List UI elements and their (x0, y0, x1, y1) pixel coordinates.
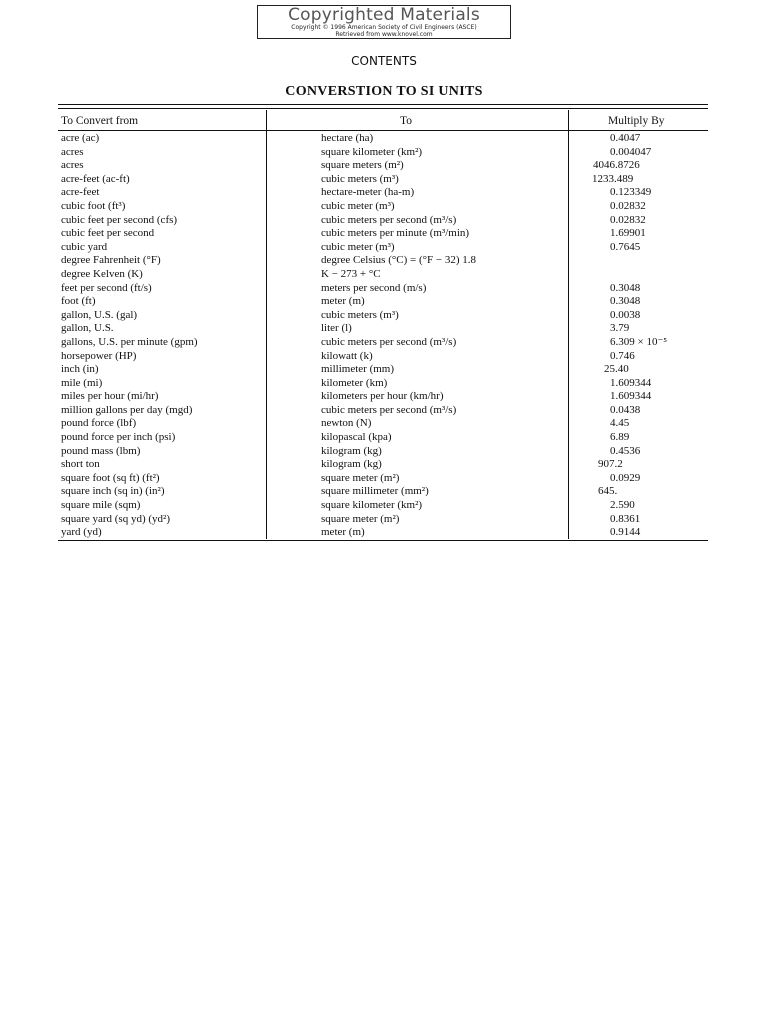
cell-convert-from: gallon, U.S. (gal) (61, 308, 138, 321)
cell-to: liter (l) (321, 322, 352, 335)
table-row (0, 499, 768, 513)
cell-to: cubic meters (m³) (321, 172, 399, 185)
cell-to: millimeter (mm) (321, 363, 395, 376)
cell-multiply-by: 0.3048 (610, 281, 641, 294)
cell-to: K − 273 + °C (321, 267, 381, 280)
table-row (0, 214, 768, 228)
table-row (0, 282, 768, 296)
table-body (0, 132, 768, 540)
table-row (0, 336, 768, 350)
cell-convert-from: gallon, U.S. (61, 322, 114, 335)
table-row (0, 159, 768, 173)
cell-to: square kilometer (km²) (321, 499, 423, 512)
table-row (0, 186, 768, 200)
cell-convert-from: pound force per inch (psi) (61, 431, 176, 444)
cell-multiply-by: 6.309 × 10⁻⁵ (610, 335, 668, 348)
cell-convert-from: degree Kelven (K) (61, 267, 143, 280)
cell-to: square meters (m²) (321, 159, 404, 172)
cell-to: cubic meter (m³) (321, 199, 395, 212)
cell-multiply-by: 907.2 (598, 458, 623, 471)
cell-to: meter (m) (321, 526, 365, 539)
cell-convert-from: cubic foot (ft³) (61, 199, 126, 212)
cell-multiply-by: 1.69901 (610, 227, 646, 240)
cell-convert-from: miles per hour (mi/hr) (61, 390, 159, 403)
cell-convert-from: square foot (sq ft) (ft²) (61, 471, 160, 484)
table-row (0, 254, 768, 268)
table-row (0, 458, 768, 472)
cell-to: square meter (m²) (321, 471, 400, 484)
table-row (0, 404, 768, 418)
cell-convert-from: square mile (sqm) (61, 499, 141, 512)
header-convert-from: To Convert from (61, 115, 139, 127)
cell-multiply-by: 3.79 (610, 322, 630, 335)
table-row (0, 377, 768, 391)
cell-convert-from: horsepower (HP) (61, 349, 137, 362)
cell-to: hectare-meter (ha-m) (321, 186, 415, 199)
cell-to: newton (N) (321, 417, 372, 430)
cell-convert-from: acre-feet (ac-ft) (61, 172, 130, 185)
cell-multiply-by: 1.609344 (610, 390, 652, 403)
cell-convert-from: mile (mi) (61, 376, 103, 389)
cell-convert-from: square yard (sq yd) (yd²) (61, 512, 170, 525)
header-underline (58, 130, 708, 131)
cell-to: cubic meters per minute (m³/min) (321, 227, 470, 240)
table-row (0, 268, 768, 282)
table-row (0, 390, 768, 404)
table-row (0, 309, 768, 323)
table-row (0, 526, 768, 540)
table-top-rule (58, 104, 708, 105)
cell-convert-from: million gallons per day (mgd) (61, 403, 193, 416)
cell-convert-from: degree Fahrenheit (°F) (61, 254, 161, 267)
cell-multiply-by: 645. (598, 485, 618, 498)
cell-multiply-by: 0.3048 (610, 295, 641, 308)
cell-to: square millimeter (mm²) (321, 485, 429, 498)
cell-multiply-by: 1.609344 (610, 376, 652, 389)
table-row (0, 445, 768, 459)
cell-to: kilometers per hour (km/hr) (321, 390, 444, 403)
table-row (0, 146, 768, 160)
table-row (0, 485, 768, 499)
cell-to: meter (m) (321, 295, 365, 308)
cell-to: kilowatt (k) (321, 349, 373, 362)
cell-convert-from: cubic yard (61, 240, 108, 253)
cell-to: cubic meters per second (m³/s) (321, 335, 457, 348)
cell-to: kilogram (kg) (321, 458, 382, 471)
table-row (0, 350, 768, 364)
cell-to: square kilometer (km²) (321, 145, 423, 158)
cell-convert-from: pound force (lbf) (61, 417, 137, 430)
cell-to: cubic meters (m³) (321, 308, 399, 321)
cell-multiply-by: 1233.489 (592, 172, 634, 185)
cell-multiply-by: 0.0929 (610, 471, 641, 484)
table-row (0, 322, 768, 336)
contents-heading: CONTENTS (351, 54, 417, 68)
cell-multiply-by: 0.7645 (610, 240, 641, 253)
cell-multiply-by: 0.004047 (610, 145, 652, 158)
table-row (0, 363, 768, 377)
cell-multiply-by: 0.02832 (610, 199, 646, 212)
cell-multiply-by: 0.746 (610, 349, 635, 362)
cell-multiply-by: 6.89 (610, 431, 630, 444)
table-row (0, 513, 768, 527)
cell-to: kilogram (kg) (321, 444, 382, 457)
cell-convert-from: gallons, U.S. per minute (gpm) (61, 335, 198, 348)
table-row (0, 417, 768, 431)
cell-to: cubic meters per second (m³/s) (321, 213, 457, 226)
table-row (0, 241, 768, 255)
cell-multiply-by: 0.02832 (610, 213, 646, 226)
table-title: CONVERSTION TO SI UNITS (285, 84, 483, 99)
cell-to: meters per second (m/s) (321, 281, 427, 294)
cell-convert-from: acre (ac) (61, 132, 100, 144)
cell-multiply-by: 0.0438 (610, 403, 641, 416)
cell-to: kilopascal (kpa) (321, 431, 392, 444)
cell-multiply-by: 0.4536 (610, 444, 641, 457)
table-row (0, 295, 768, 309)
header-to: To (400, 115, 412, 127)
cell-convert-from: acres (61, 145, 84, 158)
cell-to: hectare (ha) (321, 132, 374, 144)
cell-to: kilometer (km) (321, 376, 388, 389)
table-row (0, 200, 768, 214)
table-row (0, 472, 768, 486)
cell-convert-from: acre-feet (61, 186, 100, 199)
table-row (0, 227, 768, 241)
cell-multiply-by: 25.40 (604, 363, 629, 376)
cell-multiply-by: 0.8361 (610, 512, 641, 525)
cell-convert-from: acres (61, 159, 84, 172)
cell-to: cubic meter (m³) (321, 240, 395, 253)
table-row (0, 431, 768, 445)
copyright-source: Retrieved from www.knovel.com (335, 31, 433, 38)
table-top-rule-inner (58, 108, 708, 109)
cell-convert-from: yard (yd) (61, 526, 102, 539)
cell-multiply-by: 0.4047 (610, 132, 641, 144)
table-bottom-rule (58, 540, 708, 541)
copyright-notice: Copyright © 1996 American Society of Civil Engineers (ASCE) (291, 24, 477, 31)
cell-convert-from: feet per second (ft/s) (61, 281, 152, 294)
cell-convert-from: foot (ft) (61, 295, 96, 308)
table-row (0, 173, 768, 187)
cell-convert-from: short ton (61, 458, 100, 471)
cell-multiply-by: 4046.8726 (593, 159, 640, 172)
cell-multiply-by: 0.123349 (610, 186, 652, 199)
cell-to: square meter (m²) (321, 512, 400, 525)
cell-multiply-by: 0.9144 (610, 526, 641, 539)
cell-convert-from: cubic feet per second (61, 227, 155, 240)
cell-multiply-by: 4.45 (610, 417, 630, 430)
cell-convert-from: cubic feet per second (cfs) (61, 213, 178, 226)
cell-convert-from: inch (in) (61, 363, 99, 376)
cell-to: cubic meters per second (m³/s) (321, 403, 457, 416)
copyright-title: Copyrighted Materials (288, 5, 480, 25)
cell-to: degree Celsius (°C) = (°F − 32) 1.8 (321, 254, 477, 267)
cell-multiply-by: 0.0038 (610, 308, 641, 321)
table-row (0, 132, 768, 146)
cell-convert-from: square inch (sq in) (in²) (61, 485, 165, 498)
header-multiply-by: Multiply By (608, 115, 665, 127)
cell-multiply-by: 2.590 (610, 499, 635, 512)
cell-convert-from: pound mass (lbm) (61, 444, 141, 457)
